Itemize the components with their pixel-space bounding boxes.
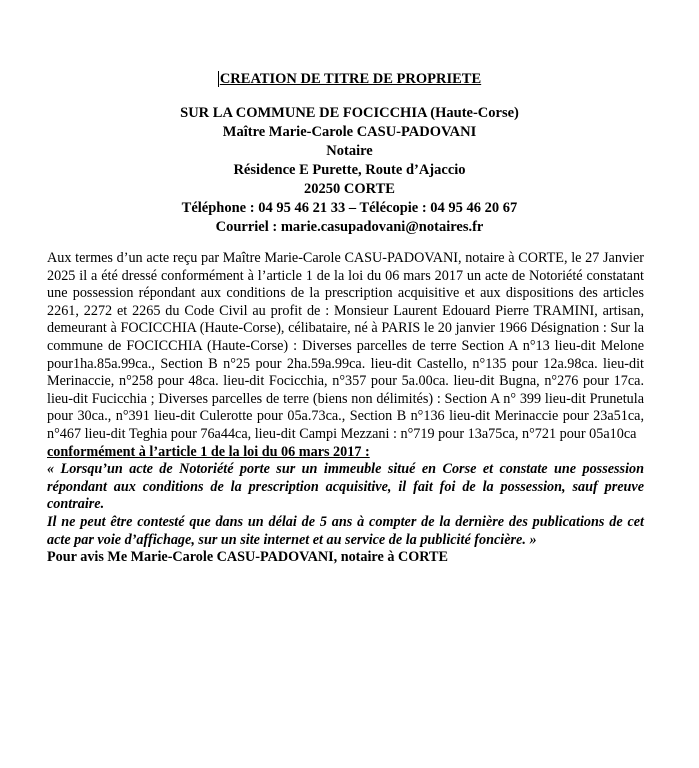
notice-main-paragraph: Aux termes d’un acte reçu par Maître Marie-Carole CASU-PADOVANI, notaire à CORTE, le 27 Janvier 2025 il a été dressé conformément à l’article 1 de la loi du 06 mars 2017 un acte de Notoriété constatant une possession répondant aux conditions de la prescription acquisitive et aux dispositions des articles 2261, 2272 et 2265 du Code Civil au profit de : Monsieur Laurent Edouard Pierre TRAMINI, artisan, demeurant à FOCICCHIA (Haute-Corse), célibataire, né à PARIS le 20 janvier 1966 Désignation : Sur la commune de FOCICCHIA (Haute-Corse) : Diverses parcelles de terre Section A n°13 lieu-dit Melone pour1ha.85a.99ca., Section B n°25 pour 2ha.59a.99ca. lieu-dit Castello, n°135 pour 12a.98ca. lieu-dit Merinaccie, n°258 pour 48ca. lieu-dit Focicchia, n°357 pour 5a.00ca. lieu-dit Bugna, n°276 pour 17ca. lieu-dit Fucicchia ; Diverses parcelles de terre (biens non délimités) : Section A n° 399 lieu-dit Prunetula pour 30ca., n°391 lieu-dit Culerotte pour 05a.73ca., Section B n°136 lieu-dit Merinaccie pour 23a51ca, n°467 lieu-dit Teghia pour 76a44ca, lieu-dit Campi Mezzani : n°719 pour 13a75ca, n°721 pour 05a10ca (47, 250, 644, 442)
document-title (0, 70, 699, 88)
notary-phones: Téléphone : 04 95 46 21 33 – Télécopie : 04 95 46 20 67 (181, 200, 518, 216)
legal-quote-part1: « Lorsqu’un acte de Notoriété porte sur un immeuble situé en Corse et constate une possession répondant aux conditions de la prescription acquisitive, il fait foi de la possession, sauf preuve contraire. (47, 461, 644, 513)
notice-body (47, 250, 644, 567)
closing-signature: Pour avis Me Marie-Carole CASU-PADOVANI, notaire à CORTE (47, 549, 448, 566)
commune-line: SUR LA COMMUNE DE FOCICCHIA (Haute-Corse) (180, 105, 519, 121)
legal-reference: conformément à l’article 1 de la loi du 06 mars 2017 : (47, 443, 370, 460)
notary-name: Maître Marie-Carole CASU-PADOVANI (222, 124, 477, 140)
notary-role: Notaire (326, 143, 373, 159)
notary-email: Courriel : marie.casupadovani@notaires.fr (215, 219, 484, 235)
document-title-text: CREATION DE TITRE DE PROPRIETE (219, 71, 482, 87)
notary-address: Résidence E Purette, Route d’Ajaccio (233, 162, 466, 178)
notary-header (0, 104, 699, 237)
notary-postal-city: 20250 CORTE (304, 181, 395, 197)
legal-quote-part2: Il ne peut être contesté que dans un délai de 5 ans à compter de la dernière des publications de cet acte par voie d’affichage, sur un site internet et au service de la publicité foncière. » (47, 513, 644, 548)
